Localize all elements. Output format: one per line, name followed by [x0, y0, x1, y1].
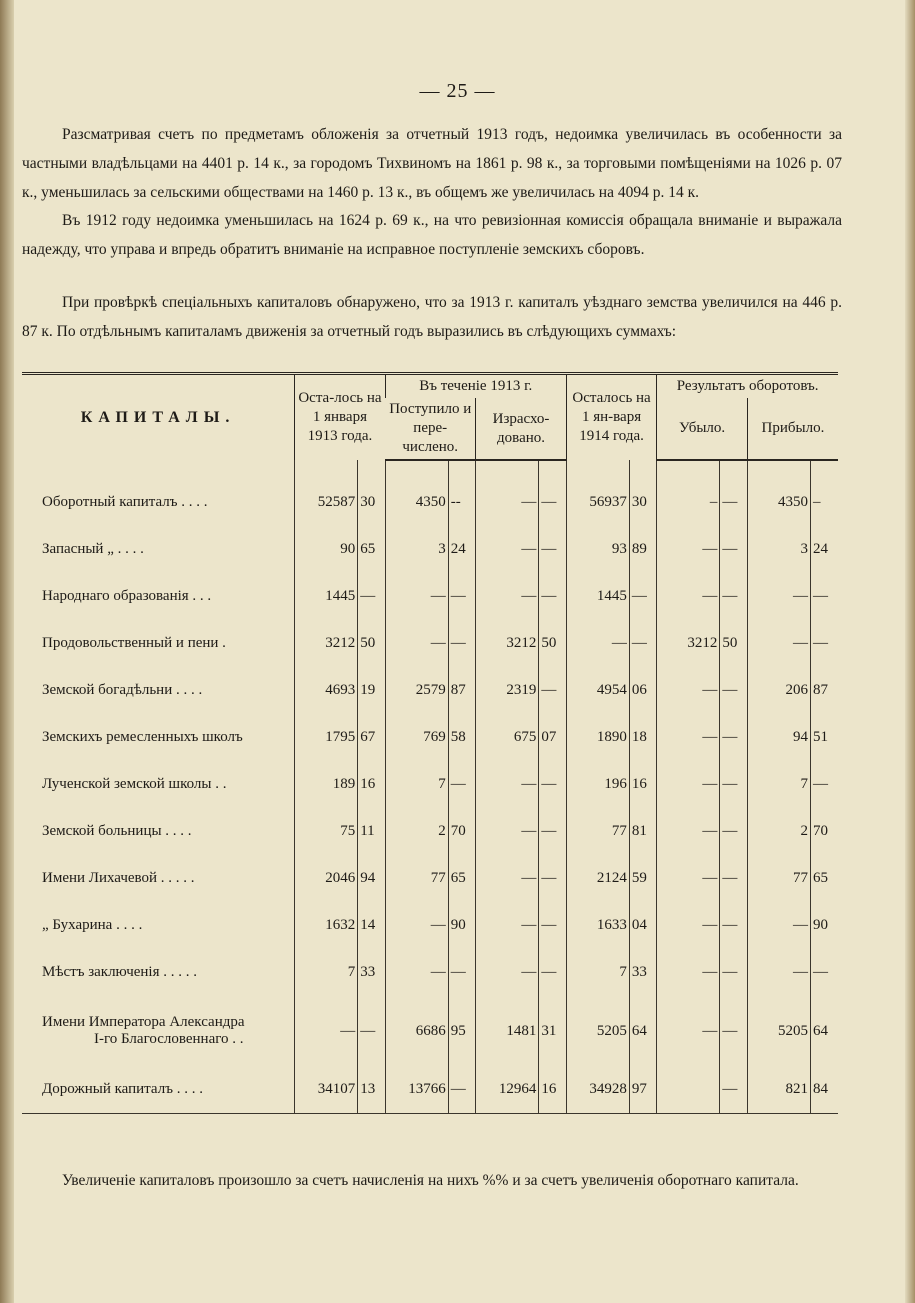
cell-rubles: 7 [747, 761, 810, 808]
cell-kopecks: 07 [539, 714, 566, 761]
cell-rubles: — [295, 996, 358, 1066]
cell-rubles: 1632 [295, 902, 358, 949]
cell-rubles: — [657, 808, 720, 855]
row-name [22, 761, 295, 808]
cell-rubles: — [657, 761, 720, 808]
cell-kopecks: – [810, 479, 838, 526]
row-name-line: Оборотный капиталъ . . . . [42, 494, 208, 510]
cell-rubles: — [566, 620, 629, 667]
cell-rubles: 5205 [566, 996, 629, 1066]
cell-rubles: 52587 [295, 479, 358, 526]
cell-rubles: — [657, 902, 720, 949]
row-name-line: Земской богадѣльни . . . . [42, 682, 203, 698]
row-name-line: Народнаго образованія . . . [42, 588, 212, 604]
cell-rubles: 6686 [385, 996, 448, 1066]
cell-kopecks: 50 [720, 620, 747, 667]
cell-rubles: — [657, 855, 720, 902]
cell-rubles: 3 [385, 526, 448, 573]
cell-kopecks: 65 [448, 855, 475, 902]
cell-rubles: — [476, 855, 539, 902]
cell-rubles: 2579 [385, 667, 448, 714]
cell-rubles: 56937 [566, 479, 629, 526]
table-body [22, 460, 838, 1114]
cell-kopecks: 51 [810, 714, 838, 761]
cell-rubles: 1481 [476, 996, 539, 1066]
cell-rubles: 7 [566, 949, 629, 996]
capitals-table [22, 372, 838, 1114]
cell-rubles: 189 [295, 761, 358, 808]
cell-rubles: — [747, 573, 810, 620]
cell-kopecks: 81 [629, 808, 656, 855]
header-remained-1914: Осталось на 1 ян-варя 1914 года. [566, 374, 657, 461]
cell-kopecks: 67 [358, 714, 385, 761]
cell-kopecks: 97 [629, 1066, 656, 1114]
header-capitals: КАПИТАЛЫ. [22, 374, 295, 461]
cell-kopecks: — [539, 949, 566, 996]
cell-kopecks: 95 [448, 996, 475, 1066]
cell-kopecks: — [720, 808, 747, 855]
page-binding-shadow [0, 0, 14, 1303]
cell-kopecks: 58 [448, 714, 475, 761]
cell-rubles: 34107 [295, 1066, 358, 1114]
cell-kopecks: — [448, 1066, 475, 1114]
cell-rubles: — [385, 902, 448, 949]
cell-rubles: — [476, 949, 539, 996]
row-name-line: Земскихъ ремесленныхъ школъ [42, 729, 243, 745]
row-name-line: Продовольственный и пени . [42, 635, 226, 651]
cell-rubles: — [385, 620, 448, 667]
footer-paragraph-text: Увеличеніе капиталовъ произошло за счетъ начисленія на нихъ %% и за счетъ увеличенія оборотнаго капитала. [62, 1172, 799, 1189]
cell-kopecks: — [720, 667, 747, 714]
table-row [22, 996, 838, 1066]
cell-kopecks: — [448, 573, 475, 620]
cell-kopecks: 14 [358, 902, 385, 949]
cell-kopecks: — [810, 949, 838, 996]
cell-rubles: — [747, 902, 810, 949]
cell-rubles: — [476, 808, 539, 855]
cell-kopecks: — [720, 902, 747, 949]
cell-kopecks: 59 [629, 855, 656, 902]
header-increased: Прибыло. [747, 398, 838, 460]
cell-kopecks: 24 [810, 526, 838, 573]
table-row [22, 808, 838, 855]
cell-rubles: 1445 [295, 573, 358, 620]
row-name [22, 949, 295, 996]
cell-rubles: 77 [747, 855, 810, 902]
cell-rubles: 2046 [295, 855, 358, 902]
cell-rubles: — [657, 996, 720, 1066]
cell-rubles: 13766 [385, 1066, 448, 1114]
row-name [22, 1066, 295, 1114]
cell-rubles: — [476, 902, 539, 949]
cell-kopecks: — [720, 573, 747, 620]
cell-rubles: 2 [385, 808, 448, 855]
cell-rubles: 1890 [566, 714, 629, 761]
cell-kopecks: 33 [629, 949, 656, 996]
table-row [22, 902, 838, 949]
row-name [22, 996, 295, 1066]
paragraph-2 [22, 206, 842, 264]
cell-kopecks: — [539, 761, 566, 808]
cell-rubles: 196 [566, 761, 629, 808]
cell-kopecks: — [358, 573, 385, 620]
row-name-line: „ Бухарина . . . . [42, 917, 143, 933]
cell-kopecks: 24 [448, 526, 475, 573]
cell-rubles: 2319 [476, 667, 539, 714]
cell-kopecks: 16 [629, 761, 656, 808]
row-name [22, 902, 295, 949]
cell-kopecks: -- [448, 479, 475, 526]
cell-rubles: — [657, 714, 720, 761]
cell-rubles: — [747, 949, 810, 996]
cell-kopecks: 19 [358, 667, 385, 714]
cell-rubles: 4350 [385, 479, 448, 526]
row-name-line: Запасный „ . . . . [42, 541, 144, 557]
cell-kopecks: 84 [810, 1066, 838, 1114]
footer-paragraph [22, 1168, 842, 1193]
table-row [22, 855, 838, 902]
cell-kopecks: — [720, 949, 747, 996]
row-name [22, 714, 295, 761]
cell-rubles: – [657, 479, 720, 526]
cell-rubles: — [385, 573, 448, 620]
cell-kopecks: — [539, 573, 566, 620]
cell-rubles: 94 [747, 714, 810, 761]
cell-kopecks: — [720, 1066, 747, 1114]
paragraph-1-text: Разсматривая счетъ по предметамъ обложенія за отчетный 1913 годъ, недоимка увеличилась въ особенности за частными владѣльцами на 4401 р. 14 к., за городомъ Тихвиномъ на 1861 р. 98 к., за торговыми помѣщеніями на 1026 р. 07 к., уменьшилась за сельскими обществами на 1460 р. 13 к., въ общемъ же увеличилась на 4094 р. 14 к. [22, 126, 842, 201]
header-during-1913: Въ теченіе 1913 г. [385, 374, 566, 399]
table-row [22, 573, 838, 620]
cell-rubles: — [385, 949, 448, 996]
cell-rubles: 77 [566, 808, 629, 855]
cell-kopecks: — [448, 620, 475, 667]
cell-rubles: 90 [295, 526, 358, 573]
cell-kopecks: — [720, 761, 747, 808]
cell-rubles: 2124 [566, 855, 629, 902]
paragraph-3 [22, 288, 842, 346]
cell-kopecks: — [358, 996, 385, 1066]
row-name-line: Земской больницы . . . . [42, 823, 192, 839]
cell-rubles: 77 [385, 855, 448, 902]
cell-rubles: 93 [566, 526, 629, 573]
cell-kopecks: 87 [448, 667, 475, 714]
row-name [22, 808, 295, 855]
row-name [22, 667, 295, 714]
cell-kopecks: 70 [448, 808, 475, 855]
row-name [22, 479, 295, 526]
cell-rubles: 12964 [476, 1066, 539, 1114]
row-name [22, 573, 295, 620]
cell-kopecks: — [539, 479, 566, 526]
row-name-line: Дорожный капиталъ . . . . [42, 1081, 203, 1097]
cell-rubles: 7 [385, 761, 448, 808]
cell-kopecks: 87 [810, 667, 838, 714]
header-remained-1913: Оста-лось на 1 января 1913 года. [295, 374, 386, 461]
cell-rubles: — [657, 526, 720, 573]
cell-rubles [657, 1066, 720, 1114]
cell-kopecks: 70 [810, 808, 838, 855]
cell-rubles: 1633 [566, 902, 629, 949]
cell-rubles: 675 [476, 714, 539, 761]
cell-kopecks: — [448, 761, 475, 808]
cell-rubles: 3 [747, 526, 810, 573]
cell-rubles: 75 [295, 808, 358, 855]
cell-kopecks: 65 [810, 855, 838, 902]
cell-rubles: 769 [385, 714, 448, 761]
table-row [22, 526, 838, 573]
cell-rubles: 4693 [295, 667, 358, 714]
cell-kopecks: — [810, 573, 838, 620]
cell-rubles: 2 [747, 808, 810, 855]
cell-rubles: — [476, 479, 539, 526]
row-name-line-2: I-го Благословеннаго . . [94, 1031, 244, 1047]
cell-kopecks: 50 [539, 620, 566, 667]
cell-rubles: — [657, 667, 720, 714]
cell-kopecks: — [720, 855, 747, 902]
cell-kopecks: 16 [358, 761, 385, 808]
header-received: Поступило и пере-числено. [385, 398, 476, 460]
row-name [22, 620, 295, 667]
row-name-line: Имени Императора Александра [42, 1014, 245, 1030]
cell-rubles: 1445 [566, 573, 629, 620]
cell-kopecks: 64 [810, 996, 838, 1066]
cell-rubles: 1795 [295, 714, 358, 761]
cell-kopecks: — [539, 902, 566, 949]
table-row [22, 620, 838, 667]
cell-kopecks: 65 [358, 526, 385, 573]
cell-rubles: 7 [295, 949, 358, 996]
cell-kopecks: 04 [629, 902, 656, 949]
cell-kopecks: 31 [539, 996, 566, 1066]
cell-kopecks: 90 [810, 902, 838, 949]
cell-rubles: 3212 [476, 620, 539, 667]
header-spent: Израсхо-довано. [476, 398, 567, 460]
cell-kopecks: — [720, 714, 747, 761]
cell-kopecks: 11 [358, 808, 385, 855]
cell-kopecks: 94 [358, 855, 385, 902]
row-name-line: Имени Лихачевой . . . . . [42, 870, 195, 886]
cell-kopecks: — [629, 573, 656, 620]
cell-kopecks: 30 [629, 479, 656, 526]
cell-rubles: — [476, 573, 539, 620]
cell-rubles: — [657, 949, 720, 996]
paragraph-2-text: Въ 1912 году недоимка уменьшилась на 1624 р. 69 к., на что ревизіонная комиссія обращала вниманіе и выражала надежду, что управа и впредь обратитъ вниманіе на исправное поступленіе земскихъ сборовъ. [22, 212, 842, 258]
cell-kopecks: 64 [629, 996, 656, 1066]
cell-kopecks: 89 [629, 526, 656, 573]
cell-kopecks: — [539, 526, 566, 573]
cell-kopecks: 18 [629, 714, 656, 761]
cell-kopecks: 30 [358, 479, 385, 526]
cell-rubles: 821 [747, 1066, 810, 1114]
cell-rubles: 3212 [295, 620, 358, 667]
row-name [22, 855, 295, 902]
cell-rubles: 4954 [566, 667, 629, 714]
paragraph-1 [22, 120, 842, 207]
cell-rubles: — [476, 526, 539, 573]
cell-kopecks: 13 [358, 1066, 385, 1114]
cell-kopecks: — [539, 808, 566, 855]
cell-kopecks: — [720, 479, 747, 526]
cell-kopecks: — [810, 620, 838, 667]
table-row [22, 714, 838, 761]
cell-kopecks: — [448, 949, 475, 996]
paragraph-3-text: При провѣркѣ спеціальныхъ капиталовъ обнаружено, что за 1913 г. капиталъ уѣзднаго земства увеличился на 446 р. 87 к. По отдѣльнымъ капиталамъ движенія за отчетный годъ выразились въ слѣдующихъ суммахъ: [22, 294, 842, 340]
page-number: — 25 — [419, 80, 496, 102]
cell-kopecks: — [810, 761, 838, 808]
row-name-line: Лученской земской школы . . [42, 776, 227, 792]
cell-rubles: 34928 [566, 1066, 629, 1114]
cell-rubles: — [747, 620, 810, 667]
cell-kopecks: — [720, 526, 747, 573]
row-name-line: Мѣстъ заключенія . . . . . [42, 964, 197, 980]
cell-kopecks: 33 [358, 949, 385, 996]
cell-kopecks: 90 [448, 902, 475, 949]
table-row [22, 667, 838, 714]
cell-rubles: — [476, 761, 539, 808]
cell-kopecks: 16 [539, 1066, 566, 1114]
table-row [22, 1066, 838, 1114]
cell-kopecks: — [539, 855, 566, 902]
cell-kopecks: — [539, 667, 566, 714]
cell-rubles: 5205 [747, 996, 810, 1066]
header-decreased: Убыло. [657, 398, 748, 460]
cell-kopecks: 50 [358, 620, 385, 667]
table-row [22, 479, 838, 526]
cell-rubles: 206 [747, 667, 810, 714]
cell-rubles: 4350 [747, 479, 810, 526]
table-row [22, 949, 838, 996]
cell-kopecks: — [720, 996, 747, 1066]
page-edge-shadow [905, 0, 915, 1303]
cell-kopecks: 06 [629, 667, 656, 714]
header-result: Результатъ оборотовъ. [657, 374, 838, 399]
cell-rubles: 3212 [657, 620, 720, 667]
table-row [22, 761, 838, 808]
cell-rubles: — [657, 573, 720, 620]
row-name [22, 526, 295, 573]
cell-kopecks: — [629, 620, 656, 667]
